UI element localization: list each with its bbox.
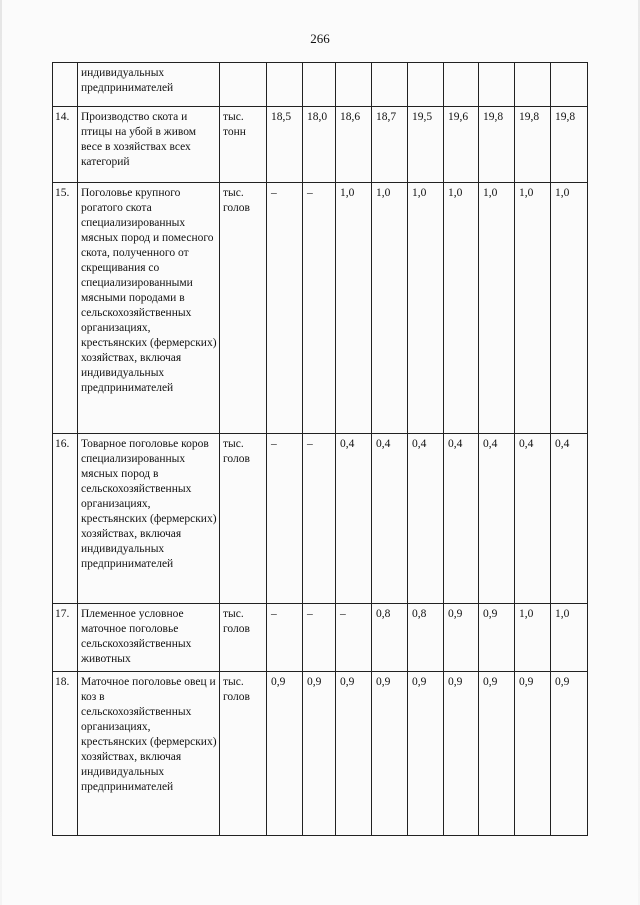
- value-cell: [551, 63, 588, 107]
- indicators-table: [52, 62, 588, 836]
- value-cell: 18,6: [336, 107, 372, 183]
- value-cell: [444, 63, 479, 107]
- unit-cell: тыс. голов: [220, 434, 267, 604]
- value-cell: [515, 63, 551, 107]
- value-cell: –: [303, 604, 336, 672]
- value-cell: 0,4: [336, 434, 372, 604]
- value-cell: 1,0: [372, 183, 408, 434]
- value-cell: [267, 63, 303, 107]
- value-cell: 18,7: [372, 107, 408, 183]
- value-cell: 1,0: [551, 604, 588, 672]
- value-cell: 0,9: [408, 672, 444, 836]
- value-cell: 0,8: [372, 604, 408, 672]
- value-cell: –: [303, 434, 336, 604]
- indicator-name-cell: индивидуальных предпринимателей: [78, 63, 220, 107]
- value-cell: 0,4: [444, 434, 479, 604]
- value-cell: 0,9: [479, 604, 515, 672]
- value-cell: 1,0: [479, 183, 515, 434]
- value-cell: 19,6: [444, 107, 479, 183]
- value-cell: –: [267, 604, 303, 672]
- value-cell: 19,8: [551, 107, 588, 183]
- value-cell: 18,5: [267, 107, 303, 183]
- row-number-cell: 14.: [53, 107, 78, 183]
- value-cell: 0,9: [303, 672, 336, 836]
- row-number-cell: 15.: [53, 183, 78, 434]
- value-cell: 0,4: [479, 434, 515, 604]
- indicator-name-cell: Товарное поголовье коров специализированных мясных пород в сельскохозяйственных организациях, крестьянских (фермерских) хозяйствах, включая индивидуальных предпринимателей: [78, 434, 220, 604]
- value-cell: 0,4: [372, 434, 408, 604]
- page-number: 266: [310, 31, 330, 46]
- table-row: [53, 672, 588, 836]
- value-cell: [303, 63, 336, 107]
- scan-left-edge: [0, 0, 2, 905]
- unit-cell: тыс. голов: [220, 672, 267, 836]
- value-cell: 0,9: [479, 672, 515, 836]
- value-cell: 0,4: [515, 434, 551, 604]
- value-cell: 0,4: [408, 434, 444, 604]
- value-cell: 0,9: [336, 672, 372, 836]
- value-cell: 1,0: [408, 183, 444, 434]
- table-row: [53, 63, 588, 107]
- value-cell: 0,9: [551, 672, 588, 836]
- row-number-cell: [53, 63, 78, 107]
- value-cell: [408, 63, 444, 107]
- unit-cell: тыс. тонн: [220, 107, 267, 183]
- indicator-name-cell: Производство скота и птицы на убой в живом весе в хозяйствах всех категорий: [78, 107, 220, 183]
- value-cell: 1,0: [515, 604, 551, 672]
- value-cell: [479, 63, 515, 107]
- value-cell: 19,5: [408, 107, 444, 183]
- value-cell: [336, 63, 372, 107]
- value-cell: 0,8: [408, 604, 444, 672]
- value-cell: 0,9: [267, 672, 303, 836]
- value-cell: 1,0: [444, 183, 479, 434]
- value-cell: 1,0: [551, 183, 588, 434]
- value-cell: 19,8: [479, 107, 515, 183]
- value-cell: 18,0: [303, 107, 336, 183]
- value-cell: 0,9: [372, 672, 408, 836]
- value-cell: –: [336, 604, 372, 672]
- value-cell: –: [303, 183, 336, 434]
- value-cell: 0,4: [551, 434, 588, 604]
- row-number-cell: 16.: [53, 434, 78, 604]
- table-row: [53, 183, 588, 434]
- table-body: [53, 63, 588, 836]
- unit-cell: тыс. голов: [220, 604, 267, 672]
- indicator-name-cell: Племенное условное маточное поголовье сельскохозяйственных животных: [78, 604, 220, 672]
- table-row: [53, 604, 588, 672]
- value-cell: 1,0: [336, 183, 372, 434]
- row-number-cell: 17.: [53, 604, 78, 672]
- value-cell: 0,9: [444, 604, 479, 672]
- value-cell: [372, 63, 408, 107]
- value-cell: –: [267, 183, 303, 434]
- value-cell: 19,8: [515, 107, 551, 183]
- row-number-cell: 18.: [53, 672, 78, 836]
- unit-cell: [220, 63, 267, 107]
- unit-cell: тыс. голов: [220, 183, 267, 434]
- value-cell: 1,0: [515, 183, 551, 434]
- value-cell: –: [267, 434, 303, 604]
- indicator-name-cell: Поголовье крупного рогатого скота специализированных мясных пород и помесного скота, полученного от скрещивания со специализированными мясными породами в сельскохозяйственных организациях, крестьянских (фермерских) хозяйствах, включая индивидуальных предпринимателей: [78, 183, 220, 434]
- indicator-name-cell: Маточное поголовье овец и коз в сельскохозяйственных организациях, крестьянских (фермерских) хозяйствах, включая индивидуальных предпринимателей: [78, 672, 220, 836]
- value-cell: 0,9: [515, 672, 551, 836]
- table-row: [53, 434, 588, 604]
- value-cell: 0,9: [444, 672, 479, 836]
- table-row: [53, 107, 588, 183]
